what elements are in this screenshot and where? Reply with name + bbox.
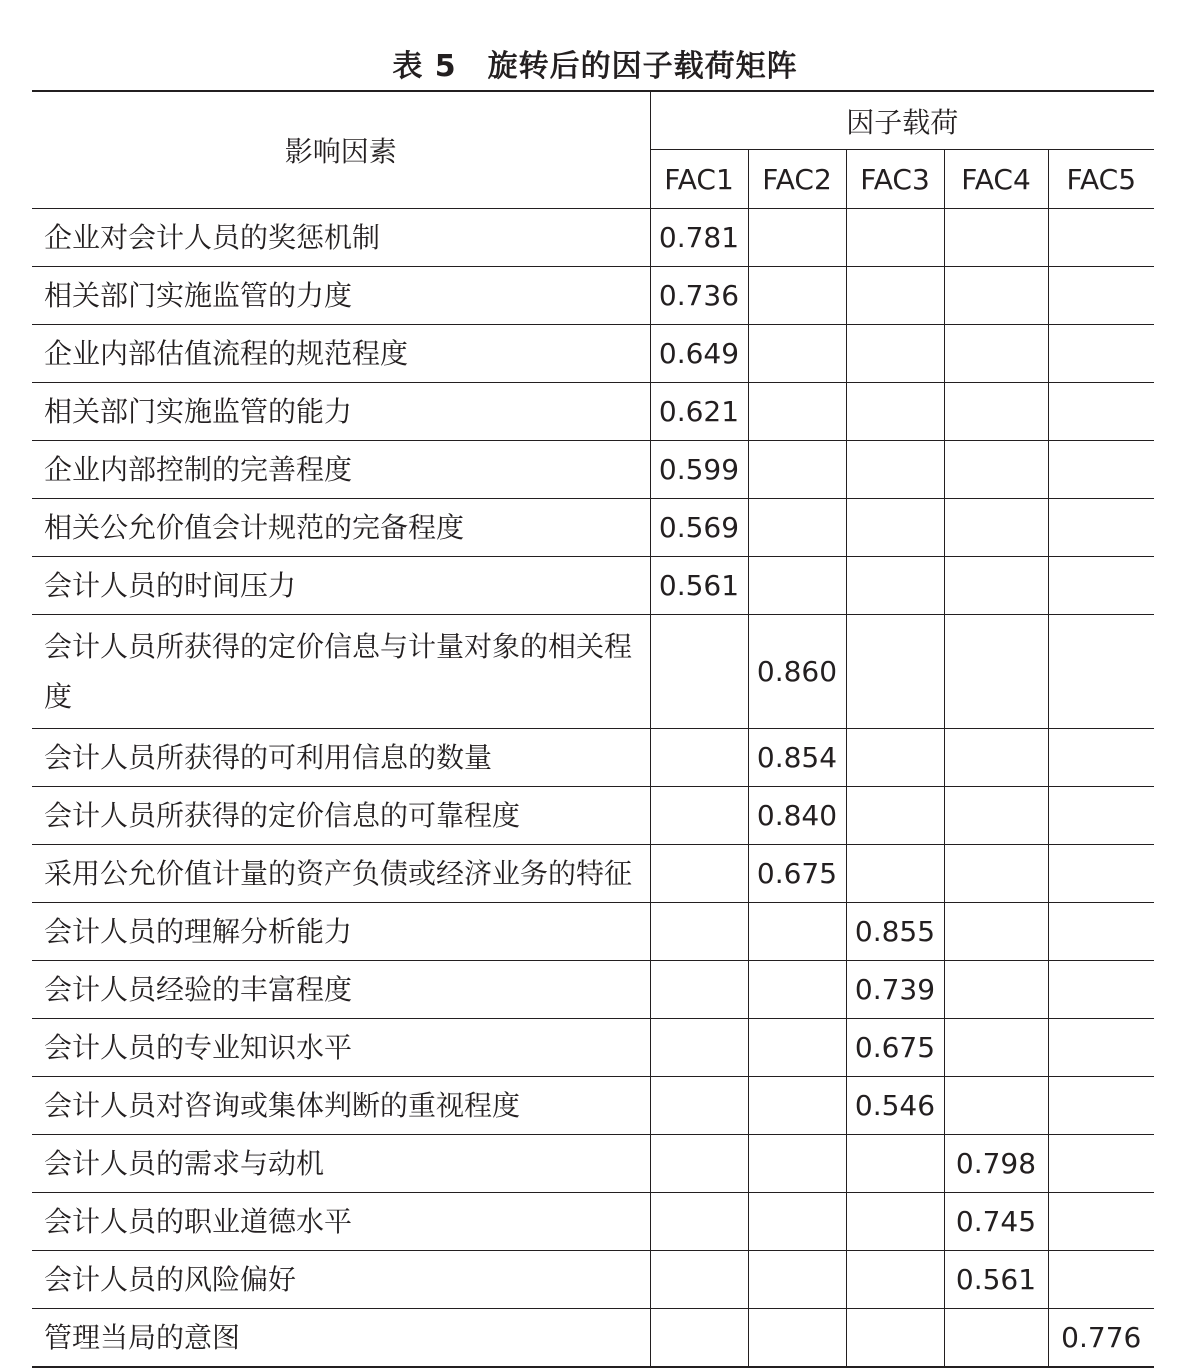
table-row (32, 325, 1154, 383)
loading-cell-fac2 (748, 1019, 846, 1077)
table-body (32, 209, 1154, 1368)
influence-factor-label: 会计人员的时间压力 (32, 557, 650, 615)
influence-factor-label: 相关部门实施监管的力度 (32, 267, 650, 325)
loading-cell-fac2 (748, 1251, 846, 1309)
loading-cell-fac1 (650, 1077, 748, 1135)
loading-cell-fac4 (944, 845, 1048, 903)
table-row (32, 1077, 1154, 1135)
influence-factor-label: 企业内部估值流程的规范程度 (32, 325, 650, 383)
loading-cell-fac4: 0.561 (944, 1251, 1048, 1309)
influence-factor-label: 会计人员经验的丰富程度 (32, 961, 650, 1019)
loading-cell-fac1 (650, 1019, 748, 1077)
table-row (32, 1309, 1154, 1368)
loading-cell-fac2: 0.854 (748, 729, 846, 787)
loading-cell-fac3 (846, 615, 944, 729)
loading-cell-fac1 (650, 787, 748, 845)
loading-cell-fac5 (1048, 499, 1154, 557)
loading-cell-fac1: 0.561 (650, 557, 748, 615)
loading-cell-fac3 (846, 441, 944, 499)
loading-cell-fac2 (748, 325, 846, 383)
factor-column-header: 影响因素 (32, 91, 650, 209)
loading-cell-fac3 (846, 383, 944, 441)
loading-cell-fac5 (1048, 1019, 1154, 1077)
table-row (32, 1019, 1154, 1077)
table-row (32, 729, 1154, 787)
table-row (32, 499, 1154, 557)
table-row (32, 1135, 1154, 1193)
table-row (32, 209, 1154, 267)
loading-cell-fac1: 0.599 (650, 441, 748, 499)
loading-cell-fac1 (650, 845, 748, 903)
table-row (32, 1251, 1154, 1309)
influence-factor-label: 会计人员的专业知识水平 (32, 1019, 650, 1077)
loading-cell-fac4 (944, 787, 1048, 845)
loading-cell-fac4 (944, 961, 1048, 1019)
loading-cell-fac2: 0.860 (748, 615, 846, 729)
loading-cell-fac4 (944, 1077, 1048, 1135)
table-title: 表 5 旋转后的因子载荷矩阵 (392, 49, 798, 84)
factor-loading-table (32, 90, 1154, 1368)
loading-cell-fac1: 0.736 (650, 267, 748, 325)
loading-cell-fac5 (1048, 961, 1154, 1019)
influence-factor-label: 会计人员的职业道德水平 (32, 1193, 650, 1251)
loading-cell-fac2 (748, 1193, 846, 1251)
loading-cell-fac2 (748, 209, 846, 267)
influence-factor-label: 企业对会计人员的奖惩机制 (32, 209, 650, 267)
table-row (32, 615, 1154, 729)
loading-cell-fac5 (1048, 787, 1154, 845)
influence-factor-label: 会计人员对咨询或集体判断的重视程度 (32, 1077, 650, 1135)
loading-cell-fac2 (748, 499, 846, 557)
loading-cell-fac2 (748, 1135, 846, 1193)
loading-cell-fac5 (1048, 1077, 1154, 1135)
loading-cell-fac1 (650, 1135, 748, 1193)
loading-cell-fac4 (944, 441, 1048, 499)
loading-cell-fac5 (1048, 441, 1154, 499)
influence-factor-label: 会计人员的需求与动机 (32, 1135, 650, 1193)
table-row (32, 961, 1154, 1019)
loading-cell-fac4 (944, 383, 1048, 441)
table-row (32, 1193, 1154, 1251)
table-row (32, 383, 1154, 441)
loading-cell-fac1 (650, 729, 748, 787)
loading-cell-fac2 (748, 267, 846, 325)
loading-cell-fac5 (1048, 1251, 1154, 1309)
loading-cell-fac5 (1048, 383, 1154, 441)
loading-cell-fac3 (846, 325, 944, 383)
loading-cell-fac5 (1048, 557, 1154, 615)
influence-factor-label: 会计人员所获得的可利用信息的数量 (32, 729, 650, 787)
influence-factor-label: 采用公允价值计量的资产负债或经济业务的特征 (32, 845, 650, 903)
loading-cell-fac1 (650, 1309, 748, 1368)
loading-cell-fac2: 0.840 (748, 787, 846, 845)
fac3-header: FAC3 (846, 150, 944, 209)
loading-cell-fac3 (846, 267, 944, 325)
loading-cell-fac5 (1048, 903, 1154, 961)
loading-cell-fac3: 0.855 (846, 903, 944, 961)
loading-cell-fac5 (1048, 267, 1154, 325)
loading-cell-fac4: 0.745 (944, 1193, 1048, 1251)
loading-cell-fac3 (846, 1309, 944, 1368)
loading-cell-fac3 (846, 1135, 944, 1193)
loading-cell-fac4 (944, 325, 1048, 383)
loading-cell-fac4 (944, 499, 1048, 557)
loading-cell-fac1: 0.649 (650, 325, 748, 383)
loading-cell-fac3 (846, 1193, 944, 1251)
loading-cell-fac4 (944, 729, 1048, 787)
loading-cell-fac3 (846, 1251, 944, 1309)
loading-cell-fac1 (650, 615, 748, 729)
loading-cell-fac2 (748, 903, 846, 961)
loading-cell-fac1 (650, 903, 748, 961)
loading-cell-fac3: 0.546 (846, 1077, 944, 1135)
loading-cell-fac5 (1048, 615, 1154, 729)
table-row (32, 903, 1154, 961)
loading-cell-fac3 (846, 729, 944, 787)
loading-cell-fac3 (846, 557, 944, 615)
influence-factor-label: 会计人员的风险偏好 (32, 1251, 650, 1309)
loading-cell-fac1 (650, 1193, 748, 1251)
loading-cell-fac2 (748, 557, 846, 615)
loading-cell-fac2 (748, 383, 846, 441)
loading-cell-fac1: 0.781 (650, 209, 748, 267)
loading-cell-fac5 (1048, 1135, 1154, 1193)
loading-cell-fac2 (748, 1309, 846, 1368)
fac4-header: FAC4 (944, 150, 1048, 209)
fac1-header: FAC1 (650, 150, 748, 209)
loading-cell-fac4 (944, 615, 1048, 729)
loading-cell-fac2 (748, 441, 846, 499)
loading-cell-fac1 (650, 1251, 748, 1309)
loading-cell-fac3 (846, 209, 944, 267)
loading-cell-fac5 (1048, 1193, 1154, 1251)
influence-factor-label: 会计人员所获得的定价信息与计量对象的相关程度 (32, 615, 650, 729)
influence-factor-label: 会计人员的理解分析能力 (32, 903, 650, 961)
fac5-header: FAC5 (1048, 150, 1154, 209)
loading-cell-fac5 (1048, 209, 1154, 267)
table-row (32, 267, 1154, 325)
influence-factor-label: 相关公允价值会计规范的完备程度 (32, 499, 650, 557)
influence-factor-label: 相关部门实施监管的能力 (32, 383, 650, 441)
loading-cell-fac4 (944, 557, 1048, 615)
loading-group-header: 因子载荷 (650, 91, 1154, 150)
influence-factor-label: 企业内部控制的完善程度 (32, 441, 650, 499)
table-row (32, 845, 1154, 903)
fac2-header: FAC2 (748, 150, 846, 209)
table-row (32, 557, 1154, 615)
loading-cell-fac4 (944, 1309, 1048, 1368)
loading-cell-fac5 (1048, 729, 1154, 787)
loading-cell-fac2 (748, 1077, 846, 1135)
influence-factor-label: 会计人员所获得的定价信息的可靠程度 (32, 787, 650, 845)
loading-cell-fac4 (944, 903, 1048, 961)
loading-cell-fac5 (1048, 325, 1154, 383)
loading-cell-fac5: 0.776 (1048, 1309, 1154, 1368)
loading-cell-fac2 (748, 961, 846, 1019)
table-row (32, 441, 1154, 499)
loading-cell-fac1: 0.569 (650, 499, 748, 557)
loading-cell-fac4 (944, 209, 1048, 267)
loading-cell-fac3: 0.675 (846, 1019, 944, 1077)
loading-cell-fac3: 0.739 (846, 961, 944, 1019)
loading-cell-fac4: 0.798 (944, 1135, 1048, 1193)
loading-cell-fac1: 0.621 (650, 383, 748, 441)
loading-cell-fac4 (944, 1019, 1048, 1077)
loading-cell-fac3 (846, 845, 944, 903)
loading-cell-fac3 (846, 787, 944, 845)
loading-cell-fac2: 0.675 (748, 845, 846, 903)
loading-cell-fac3 (846, 499, 944, 557)
influence-factor-label: 管理当局的意图 (32, 1309, 650, 1368)
loading-cell-fac5 (1048, 845, 1154, 903)
loading-cell-fac1 (650, 961, 748, 1019)
table-row (32, 787, 1154, 845)
loading-cell-fac4 (944, 267, 1048, 325)
